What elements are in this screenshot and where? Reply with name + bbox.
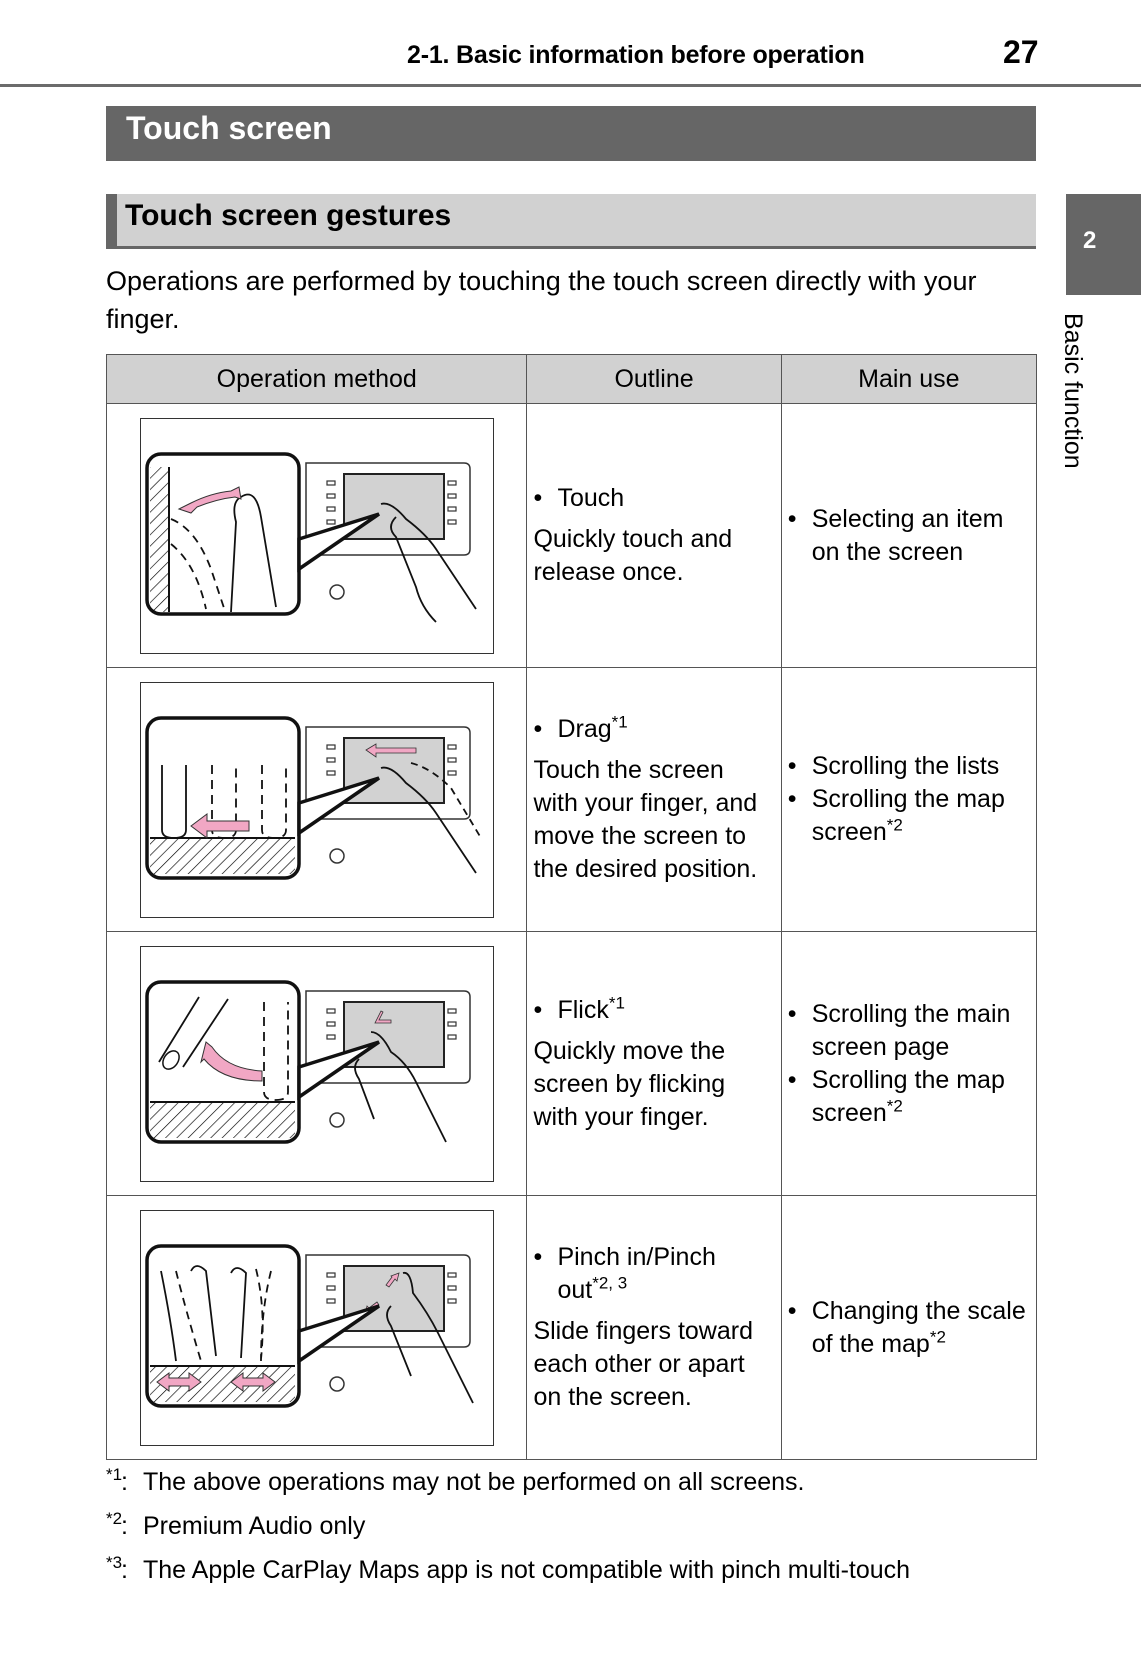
bullet-icon: •	[533, 995, 543, 1024]
footnote-mark: *2	[106, 1509, 123, 1528]
flick-gesture-icon	[141, 947, 493, 1181]
footnote: *2 : Premium Audio only	[106, 1509, 366, 1540]
chapter-tab[interactable]	[1066, 194, 1141, 295]
outline-cell	[527, 404, 781, 668]
footnote-mark: *3	[106, 1553, 123, 1572]
main-use-item: • Scrolling the map screen$^{*2}$	[788, 783, 1030, 849]
footnote-mark: *1	[106, 1465, 123, 1484]
gesture-name: • Flick$^{*1}$	[533, 994, 774, 1027]
footnote: *1 : The above operations may not be performed on all screens.	[106, 1465, 805, 1496]
chapter-number: 2	[1083, 227, 1097, 254]
operation-method-cell	[107, 932, 527, 1196]
table-row	[107, 668, 1037, 932]
bullet-icon: •	[533, 715, 543, 743]
intro-paragraph: Operations are performed by touching the touch screen directly with your finger.	[106, 266, 977, 334]
main-use-item: • Changing the scale of the map$^{*2}$	[788, 1295, 1030, 1361]
bullet-icon: •	[787, 785, 797, 813]
column-header-operation-method: Operation method	[107, 355, 527, 404]
pinch-gesture-icon	[141, 1211, 493, 1445]
main-use-item: • Scrolling the main screen page	[788, 998, 1030, 1064]
flick-gesture-illustration	[140, 946, 494, 1182]
outline-cell	[527, 668, 781, 932]
bullet-icon: •	[533, 484, 543, 512]
table-row	[107, 404, 1037, 668]
bullet-icon: •	[787, 1296, 797, 1325]
subsection-heading-bar	[106, 194, 1036, 249]
footnote-text: The above operations may not be performed on all screens.	[143, 1468, 805, 1496]
operation-method-cell	[107, 404, 527, 668]
gestures-table	[106, 354, 1037, 1460]
main-use-cell	[781, 404, 1036, 668]
pinch-gesture-illustration	[140, 1210, 494, 1446]
bullet-icon: •	[787, 1065, 797, 1094]
table-header-row	[107, 355, 1037, 404]
table-row	[107, 1196, 1037, 1460]
running-header	[0, 0, 1141, 87]
main-use-cell	[781, 1196, 1036, 1460]
main-use-cell	[781, 932, 1036, 1196]
main-use-item: • Scrolling the lists	[788, 750, 1030, 783]
gesture-name: • Pinch in/Pinch out$^{*2, 3}$	[533, 1243, 716, 1304]
bullet-icon: •	[787, 504, 797, 533]
page-number: 27	[1003, 34, 1039, 70]
main-use-item: • Selecting an item on the screen	[788, 503, 1030, 569]
chapter-label: Basic function	[1059, 313, 1087, 469]
column-header-main-use: Main use	[781, 355, 1036, 404]
main-use-cell	[781, 668, 1036, 932]
section-heading-bar	[106, 106, 1036, 161]
main-use-item: • Scrolling the map screen$^{*2}$	[788, 1064, 1030, 1130]
touch-gesture-illustration	[140, 418, 494, 654]
footnote-text: The Apple CarPlay Maps app is not compatible with pinch multi-touch	[143, 1556, 911, 1584]
section-title: Touch screen	[126, 110, 332, 146]
bullet-icon: •	[787, 999, 797, 1028]
gesture-name: • Touch	[533, 482, 774, 515]
touch-gesture-icon	[141, 419, 493, 653]
operation-method-cell	[107, 1196, 527, 1460]
footnote: *3 : The Apple CarPlay Maps app is not compatible with pinch multi-touch	[106, 1553, 911, 1584]
running-title: 2-1. Basic information before operation	[407, 41, 865, 69]
outline-cell	[527, 932, 781, 1196]
column-header-outline: Outline	[527, 355, 781, 404]
footnote-text: Premium Audio only	[143, 1512, 366, 1540]
gesture-name: • Drag$^{*1}$	[533, 713, 774, 746]
gesture-description: Quickly touch and release once.	[533, 525, 733, 586]
drag-gesture-illustration	[140, 682, 494, 918]
gesture-description: Slide fingers toward each other or apart on the screen.	[533, 1317, 753, 1411]
operation-method-cell	[107, 668, 527, 932]
drag-gesture-icon	[141, 683, 493, 917]
table-row	[107, 932, 1037, 1196]
bullet-icon: •	[533, 1243, 543, 1271]
footnotes	[106, 1465, 911, 1600]
outline-cell	[527, 1196, 781, 1460]
gesture-description: Touch the screen with your finger, and move the screen to the desired position.	[533, 756, 758, 883]
bullet-icon: •	[787, 752, 797, 780]
subsection-title: Touch screen gestures	[125, 199, 452, 232]
gesture-description: Quickly move the screen by flicking with your finger.	[533, 1036, 726, 1131]
